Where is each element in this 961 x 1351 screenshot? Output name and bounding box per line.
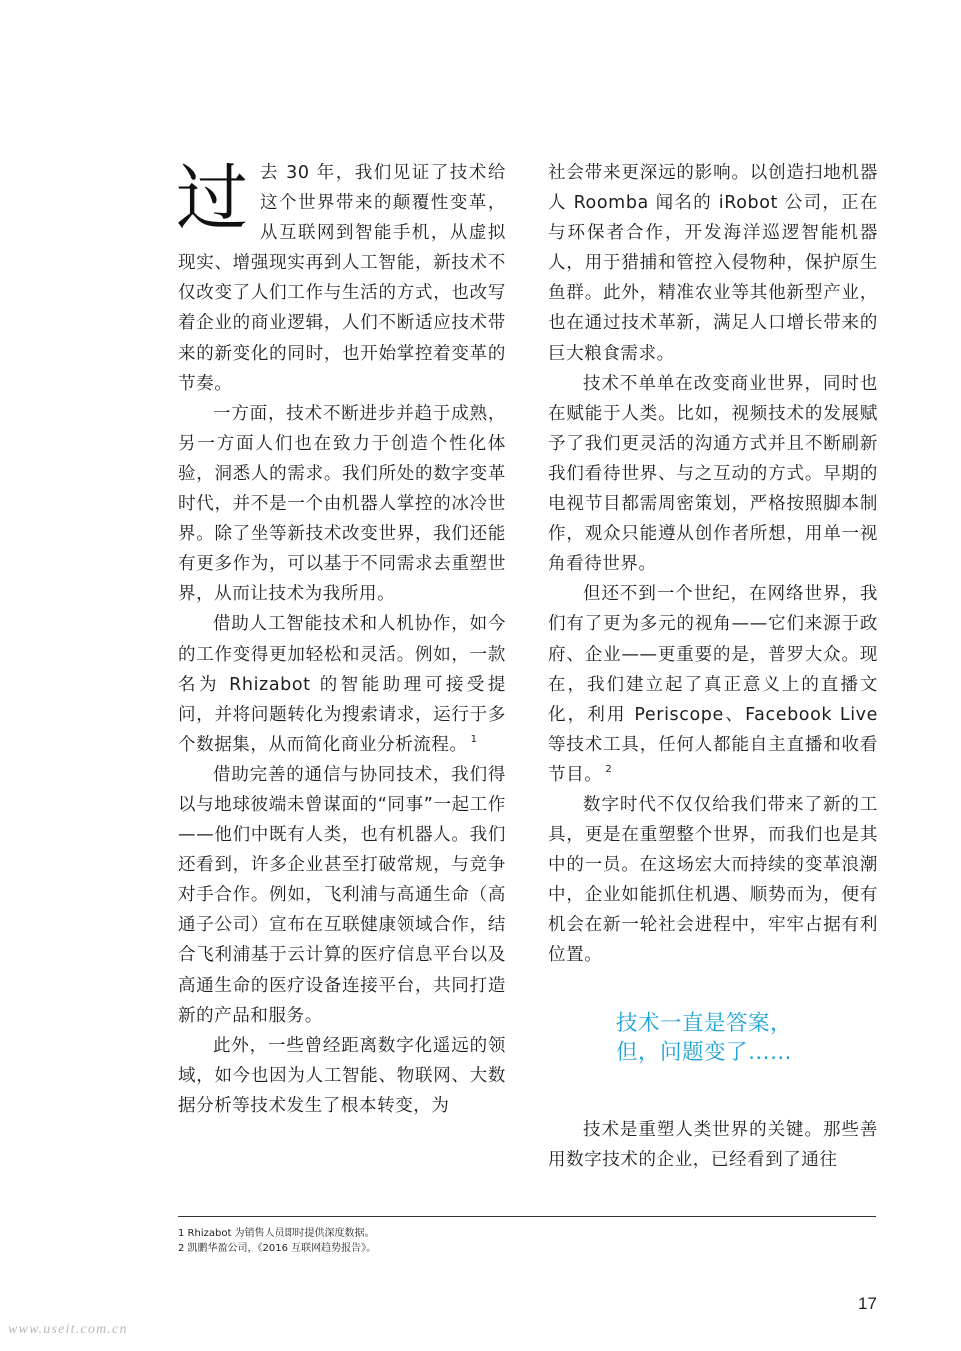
paragraph — [548, 158, 878, 369]
paragraph — [548, 790, 878, 971]
paragraph-text: 借助完善的通信与协同技术，我们得以与地球彼端未曾谋面的“同事”一起工作——他们中既有人类，也有机器人。我们还看到，许多企业甚至打破常规，与竞争对手合作。例如，飞利浦与高通生命（高通子公司）宣布在互联健康领域合作，结合飞利浦基于云计算的医疗信息平台以及高通生命的医疗设备连接平台，共同打造新的产品和服务。 — [178, 764, 506, 1026]
section-heading-line: 但，问题变了…… — [616, 1039, 793, 1065]
footnote-ref[interactable]: 1 — [470, 733, 478, 745]
paragraph — [178, 399, 506, 610]
section-heading-line: 技术一直是答案， — [616, 1010, 793, 1036]
paragraph — [178, 609, 506, 759]
paragraph — [178, 760, 506, 1031]
drop-cap: 过 — [176, 156, 249, 240]
footnote: 2 凯鹏华盈公司，《2016 互联网趋势报告》。 — [178, 1243, 377, 1254]
paragraph-text: 技术是重塑人类世界的关键。那些善用数字技术的企业，已经看到了通往 — [548, 1119, 878, 1170]
footnote-ref[interactable]: 2 — [605, 763, 613, 775]
footnote-divider — [178, 1216, 876, 1217]
paragraph-text: 去 30 年，我们见证了技术给这个世界带来的颠覆性变革，从互联网到智能手机，从虚拟现实、增强现实再到人工智能，新技术不仅改变了人们工作与生活的方式，也改写着企业的商业逻辑，人们不断适应技术带来的新变化的同时，也开始掌控着变革的节奏。 — [178, 163, 506, 394]
paragraph-text: 数字时代不仅仅给我们带来了新的工具，更是在重塑整个世界，而我们也是其中的一员。在这场宏大而持续的变革浪潮中，企业如能抓住机遇、顺势而为，便有机会在新一轮社会进程中，牢牢占据有利位置。 — [548, 794, 878, 966]
paragraph — [178, 158, 506, 399]
page-number: 17 — [858, 1294, 877, 1313]
paragraph-text: 但还不到一个世纪，在网络世界，我们有了更为多元的视角——它们来源于政府、企业——更重要的是，普罗大众。现在，我们建立起了真正意义上的直播文化，利用 Periscope、Facebook Live 等技术工具，任何人都能自主直播和收看节目。 — [548, 584, 878, 785]
paragraph — [548, 369, 878, 580]
paragraph — [178, 1031, 506, 1121]
paragraph-text: 技术不单单在改变商业世界，同时也在赋能于人类。比如，视频技术的发展赋予了我们更灵活的沟通方式并且不断刷新我们看待世界、与之互动的方式。早期的电视节目都需周密策划，严格按照脚本制作，观众只能遵从创作者所想，用单一视角看待世界。 — [548, 373, 878, 575]
paragraph-text: 借助人工智能技术和人机协作，如今的工作变得更加轻松和灵活。例如，一款名为 Rhizabot 的智能助理可接受提问，并将问题转化为搜索请求，运行于多个数据集，从而简化商业分析流程。 — [178, 614, 506, 755]
watermark: www.useit.com.cn — [8, 1322, 128, 1337]
section-heading — [616, 1009, 878, 1067]
paragraph — [548, 1115, 878, 1175]
paragraph-text: 一方面，技术不断进步并趋于成熟，另一方面人们也在致力于创造个性化体验，洞悉人的需求。我们所处的数字变革时代，并不是一个由机器人掌控的冰冷世界。除了坐等新技术改变世界，我们还能有更多作为，可以基于不同需求去重塑世界，从而让技术为我所用。 — [178, 403, 506, 605]
right-column — [548, 158, 878, 1175]
paragraph-text: 此外，一些曾经距离数字化遥远的领域，如今也因为人工智能、物联网、大数据分析等技术发生了根本转变，为 — [178, 1035, 506, 1116]
left-column — [178, 158, 506, 1121]
paragraph-text: 社会带来更深远的影响。以创造扫地机器人 Roomba 闻名的 iRobot 公司，正在与环保者合作，开发海洋巡逻智能机器人，用于猎捕和管控入侵物种，保护原生鱼群。此外，精准农业等其他新型产业，也在通过技术革新，满足人口增长带来的巨大粮食需求。 — [548, 163, 878, 364]
paragraph — [548, 579, 878, 790]
footnote: 1 Rhizabot 为销售人员即时提供深度数据。 — [178, 1228, 375, 1239]
footnotes — [178, 1226, 376, 1256]
